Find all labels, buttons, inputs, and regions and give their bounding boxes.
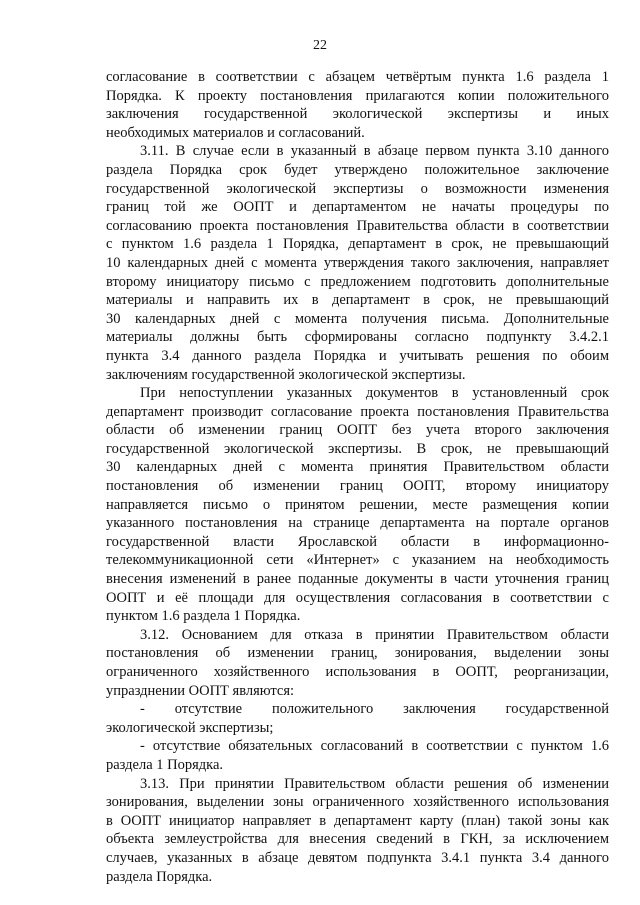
text-line: материалы должны быть сформированы согласно подпункту 3.4.2.1 (106, 329, 609, 346)
text-line: раздела 1 Порядка. (106, 756, 224, 773)
text-line: экологической экспертизы; (106, 719, 274, 736)
text-line: заключения государственной экологической экспертизы и иных (106, 106, 609, 123)
list-item (106, 737, 609, 774)
text-line: При непоступлении указанных документов в установленный срок (140, 385, 609, 402)
paragraph (106, 384, 609, 626)
text-line: согласованию проекта постановления Правительства области в соответствии (106, 217, 609, 234)
text-line: границ той же ООПТ и департаментом не начаты процедуры по (106, 199, 609, 216)
text-line: государственной власти Ярославской области в информационно- (106, 533, 609, 550)
text-line: ООПТ и её площади для осуществления согласования в соответствии с (106, 589, 609, 606)
text-line: указанного постановления на странице департамента на портале органов (106, 515, 609, 532)
text-line: - отсутствие обязательных согласований в соответствии с пунктом 1.6 (140, 738, 609, 755)
text-line: раздела Порядка срок будет утверждено положительное заключение (106, 161, 609, 178)
paragraph-3-13 (106, 775, 609, 887)
document-body (106, 68, 609, 886)
text-line: 10 календарных дней с момента утверждения такого заключения, направляет (106, 254, 609, 271)
text-line: 30 календарных дней с момента получения письма. Дополнительные (106, 310, 609, 327)
paragraph-3-12 (106, 626, 609, 700)
text-line: области об изменении границ ООПТ без учета второго заключения (106, 422, 609, 439)
text-line: 30 календарных дней с момента принятия Правительством области (106, 459, 609, 476)
text-line: телекоммуникационной сети «Интернет» с указанием на необходимость (106, 552, 609, 569)
paragraph-3-11 (106, 142, 609, 384)
text-line: зонирования, выделении зоны ограниченного хозяйственного использования (106, 794, 609, 811)
text-line: департамент производит согласование проекта постановления Правительства (106, 403, 609, 420)
text-line: постановления об изменении границ, зонирования, выделении зоны (106, 645, 609, 662)
text-line: упразднении ООПТ являются: (106, 682, 295, 699)
paragraph (106, 68, 609, 142)
text-line: с пунктом 1.6 раздела 1 Порядка, департамент в срок, не превышающий (106, 236, 609, 253)
text-line: 3.11. В случае если в указанный в абзаце первом пункта 3.10 данного (140, 143, 609, 160)
text-line: случаев, указанных в абзаце девятом подпункта 3.4.1 пункта 3.4 данного (106, 849, 609, 866)
text-line: 3.13. При принятии Правительством области решения об изменении (140, 775, 609, 792)
text-line: направляется письмо о принятом решении, месте размещения копии (106, 496, 609, 513)
list-item (106, 700, 609, 737)
text-line: согласование в соответствии с абзацем четвёртым пункта 1.6 раздела 1 (106, 69, 609, 85)
text-line: материалы и направить их в департамент в срок, не превышающий (106, 292, 609, 309)
text-line: ограниченного хозяйственного использования в ООПТ, реорганизации, (106, 664, 609, 680)
text-line: Порядка. К проекту постановления прилагаются копии положительного (106, 87, 609, 104)
text-line: объекта землеустройства для внесения сведений в ГКН, за исключением (106, 831, 609, 848)
text-line: необходимых материалов и согласований. (106, 124, 365, 141)
text-line: пункта 3.4 данного раздела Порядка и учитывать решения по обоим (106, 347, 609, 364)
text-line: постановления об изменении границ ООПТ, второму инициатору (106, 478, 609, 495)
text-line: государственной экологической экспертизы. В срок, не превышающий (106, 440, 609, 457)
text-line: пунктом 1.6 раздела 1 Порядка. (106, 608, 301, 625)
text-line: внесения изменений в ранее поданные документы в части уточнения границ (106, 571, 609, 588)
text-line: в ООПТ инициатор направляет в департамент карту (план) такой зоны как (106, 812, 609, 829)
text-line: - отсутствие положительного заключения государственной (140, 701, 609, 718)
text-line: раздела Порядка. (106, 868, 213, 885)
text-line: заключениям государственной экологической экспертизы. (106, 366, 466, 383)
page-number: 22 (313, 38, 327, 53)
text-line: второму инициатору письмо с предложением подготовить дополнительные (106, 273, 609, 290)
text-line: 3.12. Основанием для отказа в принятии Правительством области (140, 626, 609, 643)
text-line: государственной экологической экспертизы о возможности изменения (106, 180, 609, 197)
